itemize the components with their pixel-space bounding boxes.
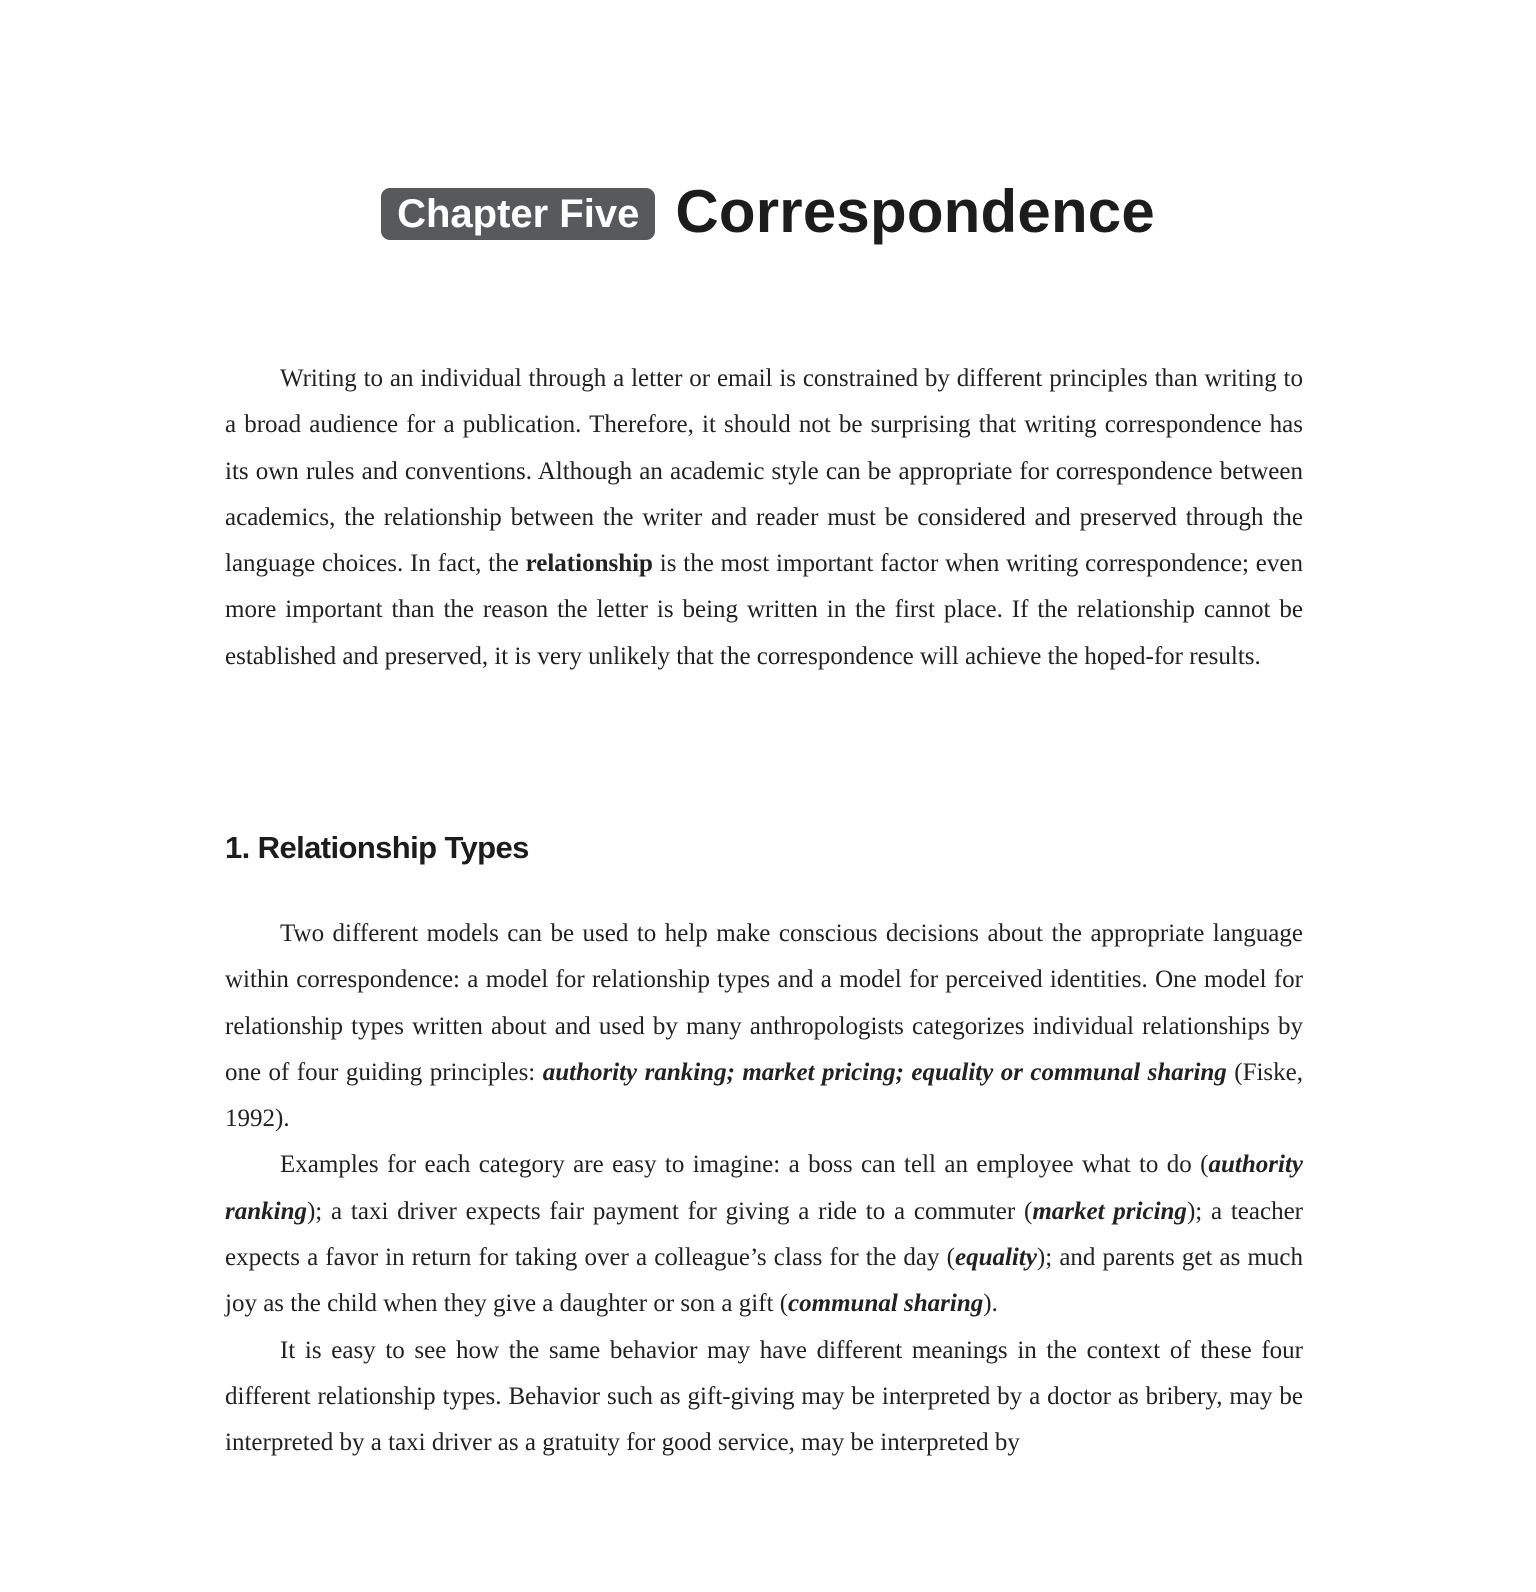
text-run: is the most important factor when writing correspondence; even more important than the reason the letter is being written in the first place. If the relationship cannot be established and preserved, it is very unlikely that the correspondence will achieve the hoped-for results.	[225, 550, 1303, 670]
chapter-title: Correspondence	[675, 178, 1155, 245]
paragraph-examples	[225, 1142, 1303, 1327]
emphasis-principles: authority ranking; market pricing; equality or communal sharing	[542, 1058, 1227, 1086]
intro-paragraph	[225, 356, 1303, 680]
text-run: (Fiske, 1992).	[225, 1058, 1303, 1133]
bold-term-relationship: relationship	[525, 550, 653, 578]
chapter-badge: Chapter Five	[381, 188, 655, 240]
emphasis-communal-sharing: communal sharing	[788, 1290, 984, 1318]
text-run: Writing to an individual through a letter or email is constrained by different principles than writing to a broad audience for a publication. Therefore, it should not be surprising that writing correspondence has its own rules and conventions. Although an academic style can be appropriate for correspondence between academics, the relationship between the writer and reader must be considered and preserved through the language choices. In fact, the	[225, 365, 1303, 578]
text-run: ); and parents get as much joy as the child when they give a daughter or son a gift (	[225, 1244, 1304, 1318]
emphasis-authority-ranking: authority ranking	[225, 1151, 1303, 1225]
text-run: ).	[983, 1290, 998, 1318]
paragraph-behavior	[225, 1328, 1303, 1467]
intro-section	[225, 356, 1303, 680]
text-run: Two different models can be used to help make conscious decisions about the appropriate language within correspondence: a model for relationship types and a model for perceived identities. One model for relationship types written about and used by many anthropologists categorizes individual relationships by one of four guiding principles:	[225, 920, 1303, 1086]
paragraph-models	[225, 911, 1303, 1142]
emphasis-equality: equality	[954, 1244, 1037, 1272]
text-run: Examples for each category are easy to imagine: a boss can tell an employee what to do (	[280, 1151, 1209, 1179]
text-run: ); a teacher expects a favor in return for taking over a colleague’s class for the day (	[225, 1197, 1304, 1272]
section-heading: 1. Relationship Types	[225, 830, 529, 865]
chapter-header	[0, 180, 1536, 244]
emphasis-market-pricing: market pricing	[1032, 1197, 1187, 1225]
relationship-types-section	[225, 911, 1303, 1467]
text-run: ); a taxi driver expects fair payment for giving a ride to a commuter (	[306, 1197, 1033, 1225]
text-run: It is easy to see how the same behavior may have different meanings in the context of these four different relationship types. Behavior such as gift-giving may be interpreted by a doctor as bribery, may be interpreted by a taxi driver as a gratuity for good service, may be interpreted by	[225, 1336, 1303, 1457]
